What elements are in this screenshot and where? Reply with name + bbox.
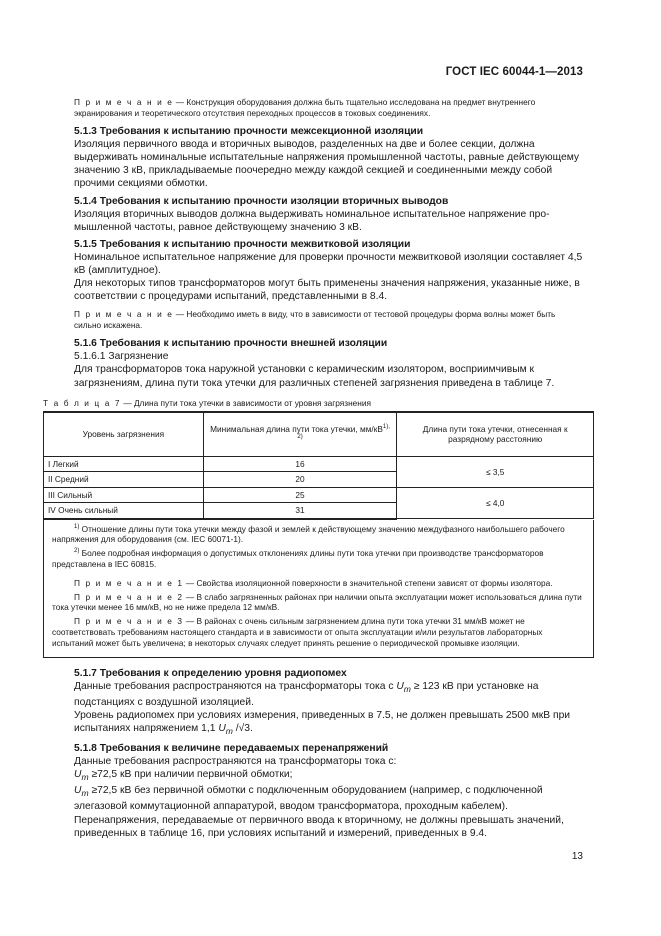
page-content [43,97,584,840]
text-run: ≥72,5 кВ при наличии первичной обмотки; [88,769,293,781]
text-run: Уровень радиопомех при условиях измерения, приведенных в 7.5, не должен превышать 2500 мкВ при испытаниях напряжением 1,1 [74,709,571,734]
section-5-1-3-title: 5.1.3 Требования к испытанию прочности межсекционной изоляции [74,126,424,138]
section-5-1-3-text: Изоляция первичного ввода и вторичных выводов, разделенных на две и более секции, должна выдерживать номинальные испытательные напряжения промышленной частоты, равные действующему значению 3 кВ, прикладываемые поочередно между каждой секцией и соединенными между собой прочими секциями обмотки. [74,139,580,190]
header-min-length-text: Минимальная длина пути тока утечки, мм/кВ [210,423,383,434]
section-5-1-5-title: 5.1.5 Требования к испытанию прочности межвитковой изоляции [74,238,411,250]
table-7-footnotes [43,520,594,658]
section-5-1-8-text-3 [74,784,584,813]
section-5-1-7-text-2 [74,709,584,738]
standard-header: ГОСТ IEC 60044-1—2013 [445,66,583,78]
table-cell-ratio: ≤ 4,0 [397,487,594,519]
section-5-1-6-text: Для трансформаторов тока наружной установки с керамическим изолятором, восприимчивым к загрязнениям, длина пути тока утечки для различных степеней загрязнения приведена в таблице 7. [74,364,555,389]
table-cell-level: III Сильный [44,487,204,503]
note-label: П р и м е ч а н и е 1 [74,577,184,588]
symbol-sub-m: m [403,683,411,694]
note-text: — В слабо загрязненных районах при наличии опыта эксплуатации может использоваться длина пути тока утечки менее 16 мм/кВ, но не ниже предела 12 мм/кВ. [52,591,582,613]
header-footnote-refs: 1), 2) [297,423,390,441]
footnote-2 [52,548,585,570]
table-cell-ratio: ≤ 3,5 [397,456,594,487]
text-run: ≥ 123 кВ при установке на подстанциях с воздушной изоляцией. [74,680,539,708]
page-number: 13 [571,851,583,862]
section-5-1-8-title: 5.1.8 Требования к величине передаваемых перенапряжений [74,743,389,755]
section-5-1-4-title: 5.1.4 Требования к испытанию прочности изоляции вторичных выводов [74,195,449,207]
table-cell-min: 31 [203,503,397,519]
footnote-1 [52,524,585,546]
symbol-um [218,723,233,734]
table-note-2 [52,592,585,614]
table-caption-label: Т а б л и ц а 7 [43,397,122,408]
symbol-u: U [74,785,82,797]
symbol-sub-m: m [81,788,89,799]
note-text: — В районах с очень сильным загрязнением длина пути тока утечки 31 мм/кВ может не соответствовать требованиям настоящего стандарта и в зависимости от опыта эксплуатации и/или результатов лабораторных испытаний может быть увеличена; в некоторых случаях следует принять решение о периодической промывке изоляции. [52,616,543,648]
note-label: П р и м е ч а н и е 2 [74,591,184,602]
section-5-1-6-title: 5.1.6 Требования к испытанию прочности внешней изоляции [74,338,388,350]
text-run: ≥72,5 кВ без первичной обмотки с подключенным оборудованием (например, с подключенной элегазовой коммутационной аппаратурой, вводом трансформатора, проходным кабелем). [74,785,543,813]
table-header-ratio: Длина пути тока утечки, отнесенная к разрядному расстоянию [397,412,594,457]
symbol-um [74,769,89,783]
table-header-level: Уровень загрязнения [44,412,204,457]
symbol-sub-m: m [225,725,233,736]
symbol-u: U [74,769,82,781]
note-text: — Необходимо иметь в виду, что в зависимости от тестовой процедуры форма волны может быть сильно искажена. [74,309,556,330]
section-5-1-5-text-1: Номинальное испытательное напряжение для проверки прочности межвитковой изоляции составляет 4,5 кВ (амплитудное). [74,251,583,276]
section-5-1-6-1-title: 5.1.6.1 Загрязнение [74,351,169,363]
table-note-3 [52,616,585,648]
section-5-1-8-text-4: Перенапряжения, передаваемые от первичного ввода к вторичному, не должны превышать значений, приведенных в таблице 16, при условиях испытаний и измерений, приведенных в 9.4. [74,814,564,839]
footnote-text: Отношение длины пути тока утечки между фазой и землей к действующему значению междуфазного наибольшего рабочего напряжения для оборудования (см. IEC 60071-1). [52,523,565,545]
symbol-u: U [396,680,404,692]
footnote-mark: 1) [74,523,80,530]
note-label: П р и м е ч а н и е [74,309,174,320]
table-cell-level: II Средний [44,472,204,488]
table-cell-level: IV Очень сильный [44,503,204,519]
section-5-1-7-title: 5.1.7 Требования к определению уровня радиопомех [74,667,347,679]
symbol-u: U [218,722,226,734]
section-5-1-4-text: Изоляция вторичных выводов должна выдерживать номинальное испытательное напряжение промышленной частоты, равное действующему значению 3 кВ. [74,208,550,233]
section-5-1-8-text-1: Данные требования распространяются на трансформаторы тока с: [74,756,397,768]
note-text: — Конструкция оборудования должна быть тщательно исследована на предмет внутреннего экранирования и теоретического отсутствия переходных процессов в токовых соединениях. [74,97,536,118]
text-run: /√3. [232,722,253,734]
note-label: П р и м е ч а н и е 3 [74,616,184,627]
note-label: П р и м е ч а н и е [74,97,174,107]
table-7-caption [43,398,584,409]
symbol-sub-m: m [81,772,89,783]
section-5-1-7-text-1 [74,680,584,709]
section-5-1-5-note [74,309,584,330]
note-text: — Свойства изоляционной поверхности в значительной степени зависят от формы изолятора. [183,577,553,588]
section-5-1-8-text-2 [74,768,584,784]
table-cell-min: 25 [203,487,397,503]
section-5-1-5-text-2: Для некоторых типов трансформаторов могут быть применены значения напряжения, указанные ниже, в соответствии с процедурами испытаний, представленными в 8.4. [74,277,580,303]
symbol-um [74,785,89,799]
table-7 [43,411,594,520]
table-cell-level: I Легкий [44,456,204,472]
footnote-text: Более подробная информация о допустимых отклонениях длины пути тока утечки при производстве трансформаторов представлена в IEC 60815. [52,548,544,569]
table-cell-min: 20 [203,472,397,488]
text-run: Данные требования распространяются на трансформаторы тока с [74,680,397,692]
table-note-1 [52,578,585,589]
footnote-mark: 2) [74,548,80,555]
table-cell-min: 16 [203,456,397,472]
symbol-um [396,681,411,692]
note-paragraph [74,97,584,118]
table-caption-text: — Длина пути тока утечки в зависимости от уровня загрязнения [121,397,371,408]
table-header-min-length [203,412,397,457]
